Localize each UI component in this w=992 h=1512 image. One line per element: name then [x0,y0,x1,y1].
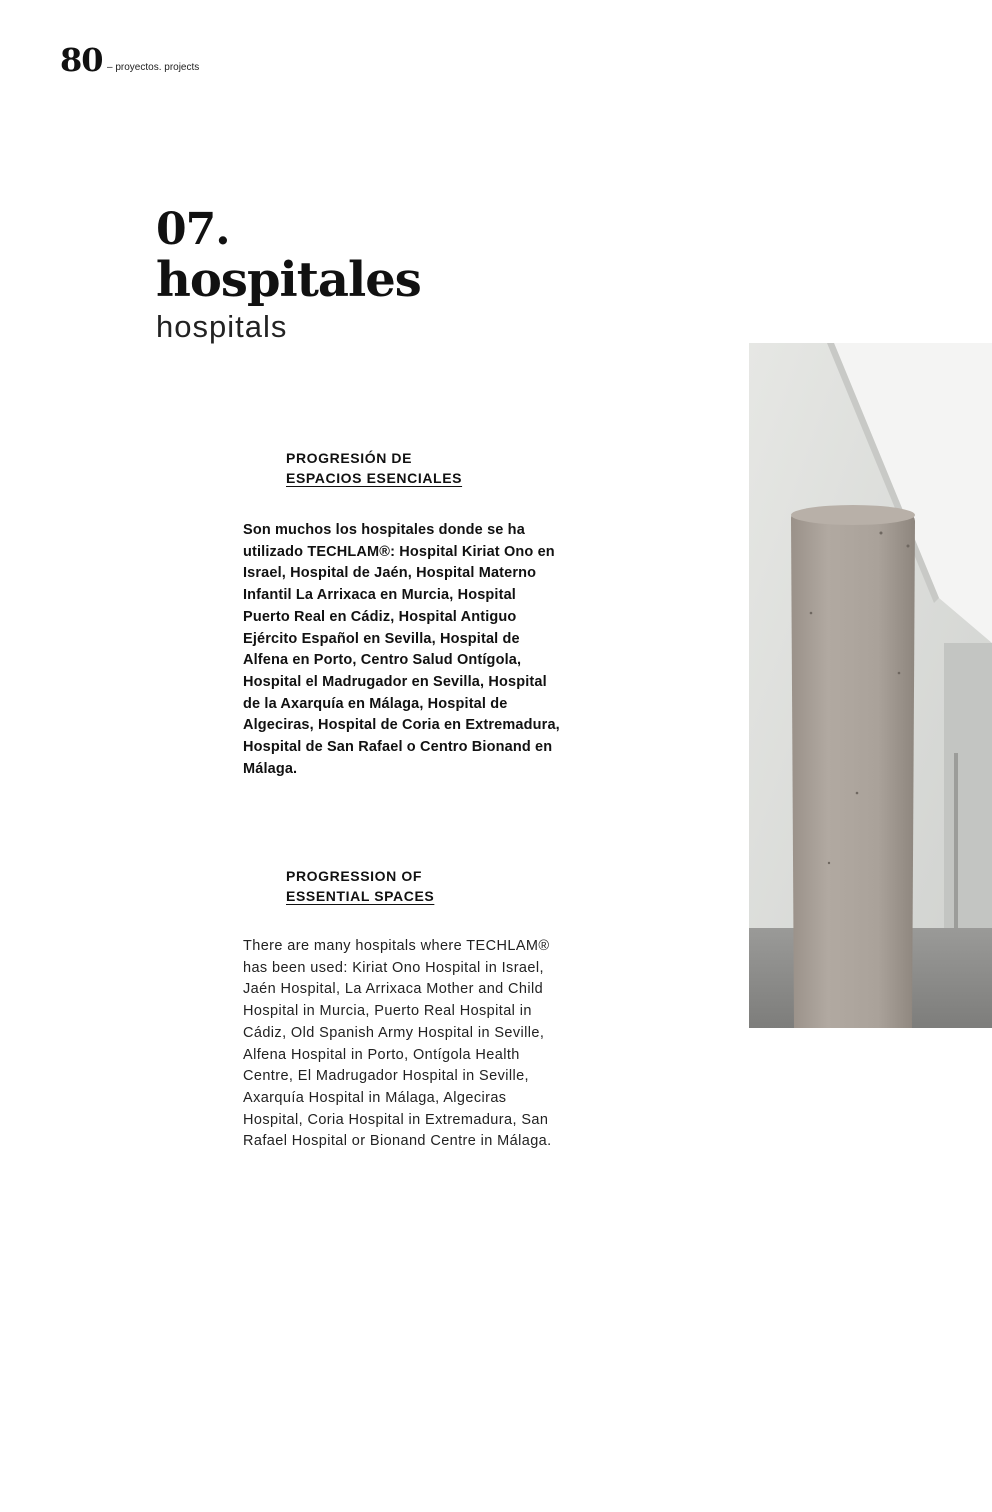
english-heading [286,866,434,906]
photo-column-top [791,505,915,525]
photo-column-mark [898,672,901,675]
page-number: 80 [60,41,103,79]
english-heading-line1: PROGRESSION OF [286,868,422,884]
chapter-title: hospitales [156,252,421,308]
spanish-heading-line1: PROGRESIÓN DE [286,450,413,466]
english-body: There are many hospitals where TECHLAM® has been used: Kiriat Ono Hospital in Israel, Jaén Hospital, La Arrixaca Mother and Child Hospital in Murcia, Puerto Real Hospital in Cádiz, Old Spanish Army Hospital in Seville, Alfena Hospital in Porto, Ontígola Health Centre, El Madrugador Hospital in Seville, Axarquía Hospital in Málaga, Algeciras Hospital, Coria Hospital in Extremadura, San Rafael Hospital or Bionand Centre in Málaga. [243,938,552,1150]
hospital-column-photo [749,343,992,1028]
english-heading-line2: ESSENTIAL SPACES [286,888,435,904]
photo-column-mark [880,532,883,535]
photo-column-mark [810,612,813,615]
photo-column-mark [828,862,830,864]
spanish-heading-line2: ESPACIOS ESENCIALES [286,470,463,486]
section-crumb: – proyectos. projects [107,62,200,73]
spanish-body: Son muchos los hospitales donde se ha utilizado TECHLAM®: Hospital Kiriat Ono en Israel, Hospital de Jaén, Hospital Materno Infantil La Arrixaca en Murcia, Hospital Puerto Real en Cádiz, Hospital Antiguo Ejército Español en Sevilla, Hospital de Alfena en Porto, Centro Salud Ontígola, Hospital el Madrugador en Sevilla, Hospital de la Axarquía en Málaga, Hospital de Algeciras, Hospital de Coria en Extremadura, Hospital de San Rafael o Centro Bionand en Málaga. [243,522,560,777]
chapter-subtitle: hospitals [156,309,288,344]
photo-column [791,506,915,1028]
photo-column-mark [907,545,910,548]
photo-doorway [944,643,992,943]
photo-column-mark [856,792,859,795]
photo-doorframe [954,753,958,943]
chapter-number: 07. [156,204,230,255]
spanish-heading [286,448,462,488]
